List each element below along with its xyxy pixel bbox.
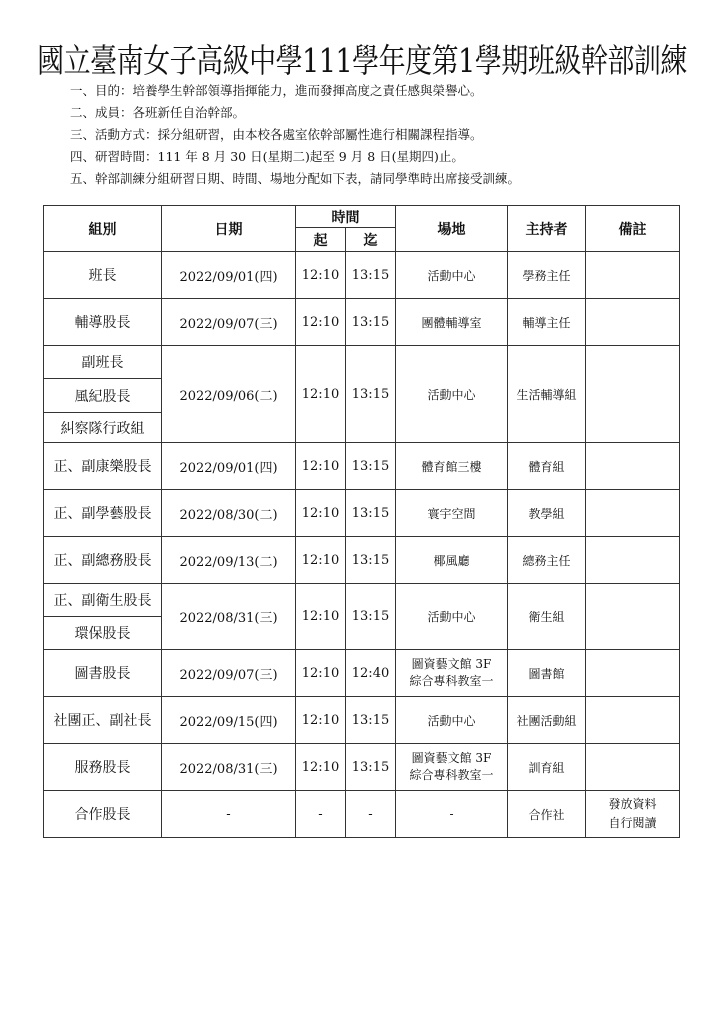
intro-period: 四、研習時間：111 年 8 月 30 日(星期二)起至 9 月 8 日(星期四)止。 (70, 149, 464, 164)
start-cell: - (296, 791, 346, 838)
venue-cell (396, 744, 508, 791)
group-cell: 服務股長 (44, 744, 162, 791)
header-group: 組別 (44, 206, 162, 252)
note-cell (586, 650, 680, 697)
note-cell (586, 791, 680, 838)
venue-cell: 團體輔導室 (396, 299, 508, 346)
group-cell: 正、副衛生股長 (44, 584, 162, 617)
host-cell: 生活輔導組 (508, 346, 586, 443)
venue-line-1: 圖資藝文館 3F (411, 751, 492, 765)
host-cell: 教學組 (508, 490, 586, 537)
note-line-2: 自行閱讀 (608, 816, 657, 830)
header-host: 主持者 (508, 206, 586, 252)
note-cell (586, 252, 680, 299)
table-row (44, 697, 680, 744)
date-cell: 2022/09/07(三) (162, 650, 296, 697)
start-cell: 12:10 (296, 252, 346, 299)
end-cell: 13:15 (346, 443, 396, 490)
table-row (44, 744, 680, 791)
header-start: 起 (296, 228, 346, 252)
header-venue: 場地 (396, 206, 508, 252)
header-end: 迄 (346, 228, 396, 252)
venue-cell: 活動中心 (396, 252, 508, 299)
date-cell: 2022/09/01(四) (162, 252, 296, 299)
note-cell (586, 299, 680, 346)
host-cell: 總務主任 (508, 537, 586, 584)
group-cell: 合作股長 (44, 791, 162, 838)
intro-list (70, 80, 520, 190)
start-cell: 12:10 (296, 584, 346, 650)
header-time: 時間 (296, 206, 396, 228)
table-row (44, 584, 680, 617)
start-cell: 12:10 (296, 744, 346, 791)
page-title: 國立臺南女子高級中學111學年度第1學期班級幹部訓練 (37, 42, 687, 81)
table-row (44, 490, 680, 537)
date-cell: - (162, 791, 296, 838)
venue-cell: 活動中心 (396, 346, 508, 443)
venue-line-1: 圖資藝文館 3F (411, 657, 492, 671)
note-cell (586, 744, 680, 791)
note-cell (586, 443, 680, 490)
end-cell: 13:15 (346, 299, 396, 346)
group-cell: 正、副康樂股長 (44, 443, 162, 490)
intro-members: 二、成員：各班新任自治幹部。 (70, 105, 246, 120)
group-cell: 糾察隊行政組 (44, 413, 162, 443)
table-row (44, 346, 680, 379)
venue-cell: - (396, 791, 508, 838)
start-cell: 12:10 (296, 443, 346, 490)
date-cell: 2022/09/13(二) (162, 537, 296, 584)
date-cell: 2022/09/07(三) (162, 299, 296, 346)
date-cell: 2022/08/30(二) (162, 490, 296, 537)
host-cell: 訓育組 (508, 744, 586, 791)
note-cell (586, 697, 680, 744)
table-row (44, 252, 680, 299)
start-cell: 12:10 (296, 537, 346, 584)
venue-cell: 椰風廳 (396, 537, 508, 584)
venue-cell: 活動中心 (396, 697, 508, 744)
group-cell: 社團正、副社長 (44, 697, 162, 744)
group-cell: 正、副總務股長 (44, 537, 162, 584)
group-cell: 環保股長 (44, 617, 162, 650)
end-cell: 13:15 (346, 697, 396, 744)
date-cell: 2022/08/31(三) (162, 744, 296, 791)
schedule-table (43, 205, 680, 838)
end-cell: 13:15 (346, 346, 396, 443)
host-cell: 圖書館 (508, 650, 586, 697)
end-cell: 13:15 (346, 584, 396, 650)
note-cell (586, 346, 680, 443)
date-cell: 2022/09/15(四) (162, 697, 296, 744)
header-row (44, 206, 680, 228)
host-cell: 合作社 (508, 791, 586, 838)
header-note: 備註 (586, 206, 680, 252)
date-cell: 2022/09/01(四) (162, 443, 296, 490)
start-cell: 12:10 (296, 490, 346, 537)
table-row (44, 791, 680, 838)
host-cell: 衛生組 (508, 584, 586, 650)
end-cell: 13:15 (346, 490, 396, 537)
note-line-1: 發放資料 (608, 797, 657, 811)
host-cell: 體育組 (508, 443, 586, 490)
host-cell: 社團活動組 (508, 697, 586, 744)
date-cell: 2022/08/31(三) (162, 584, 296, 650)
end-cell: 13:15 (346, 537, 396, 584)
end-cell: - (346, 791, 396, 838)
start-cell: 12:10 (296, 346, 346, 443)
intro-schedule: 五、幹部訓練分組研習日期、時間、場地分配如下表，請同學準時出席接受訓練。 (70, 171, 521, 186)
table-row (44, 650, 680, 697)
group-cell: 風紀股長 (44, 379, 162, 413)
group-cell: 圖書股長 (44, 650, 162, 697)
header-date: 日期 (162, 206, 296, 252)
venue-cell: 體育館三樓 (396, 443, 508, 490)
start-cell: 12:10 (296, 697, 346, 744)
start-cell: 12:10 (296, 650, 346, 697)
group-cell: 輔導股長 (44, 299, 162, 346)
host-cell: 輔導主任 (508, 299, 586, 346)
note-cell (586, 584, 680, 650)
group-cell: 班長 (44, 252, 162, 299)
end-cell: 13:15 (346, 252, 396, 299)
group-cell: 正、副學藝股長 (44, 490, 162, 537)
venue-cell: 寰宇空間 (396, 490, 508, 537)
table-row (44, 443, 680, 490)
group-cell: 副班長 (44, 346, 162, 379)
start-cell: 12:10 (296, 299, 346, 346)
note-cell (586, 537, 680, 584)
venue-line-2: 綜合專科教室一 (409, 768, 494, 782)
intro-method: 三、活動方式：採分組研習，由本校各處室依幹部屬性進行相關課程指導。 (70, 127, 483, 142)
table-row (44, 537, 680, 584)
venue-line-2: 綜合專科教室一 (409, 674, 494, 688)
venue-cell (396, 650, 508, 697)
date-cell: 2022/09/06(二) (162, 346, 296, 443)
note-cell (586, 490, 680, 537)
venue-cell: 活動中心 (396, 584, 508, 650)
intro-purpose: 一、目的：培養學生幹部領導指揮能力，進而發揮高度之責任感與榮譽心。 (70, 83, 483, 98)
table-row (44, 299, 680, 346)
end-cell: 12:40 (346, 650, 396, 697)
end-cell: 13:15 (346, 744, 396, 791)
host-cell: 學務主任 (508, 252, 586, 299)
